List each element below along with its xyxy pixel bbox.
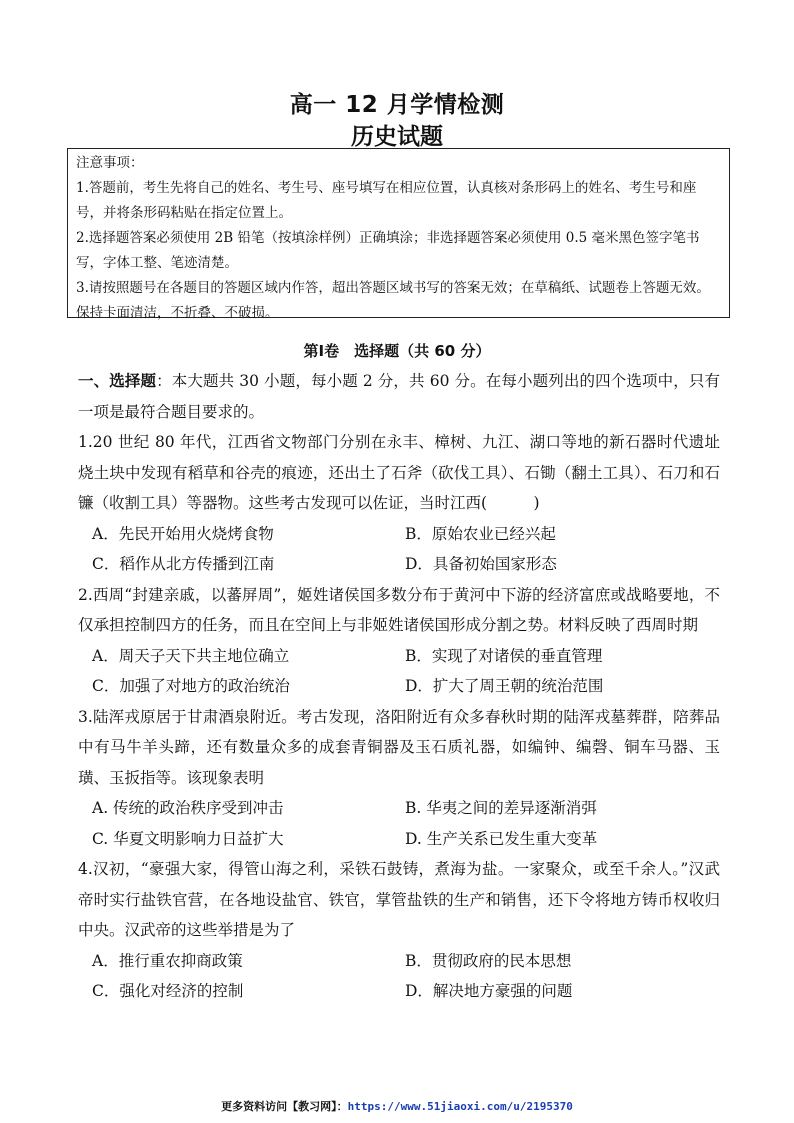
notice-item-3: 3.请按照题号在各题目的答题区域内作答，超出答题区域书写的答案无效；在草稿纸、试题卷上答题无效。保持卡面清洁，不折叠、不破损。 bbox=[76, 280, 710, 321]
question-4-options-row-2 bbox=[78, 976, 720, 1007]
exam-title: 高一 12 月学情检测 bbox=[289, 92, 505, 118]
question-1-option-c[interactable]: C．稻作从北方传播到江南 bbox=[92, 555, 275, 573]
question-4-option-d[interactable]: D．解决地方豪强的问题 bbox=[405, 982, 573, 1000]
page-footer bbox=[0, 1098, 794, 1114]
question-2-option-c[interactable]: C．加强了对地方的政治统治 bbox=[92, 677, 290, 695]
question-1-option-d[interactable]: D．具备初始国家形态 bbox=[405, 555, 557, 573]
question-1-options-row-1 bbox=[78, 519, 720, 550]
section-intro bbox=[78, 366, 720, 427]
question-1-option-b[interactable]: B．原始农业已经兴起 bbox=[405, 524, 556, 543]
question-3-stem: 3.陆浑戎原居于甘肃酒泉附近。考古发现，洛阳附近有众多春秋时期的陆浑戎墓葬群，陪葬品中有马牛羊头蹄，还有数量众多的成套青铜器及玉石质礼器，如编钟、编磬、铜车马器、玉璜、玉扳指等。该现象表明 bbox=[78, 707, 720, 787]
question-2-option-a[interactable]: A．周天子天下共主地位确立 bbox=[92, 646, 290, 665]
question-2-option-b[interactable]: B．实现了对诸侯的垂直管理 bbox=[405, 646, 603, 665]
question-4-option-b[interactable]: B．贯彻政府的民本思想 bbox=[405, 951, 572, 970]
notice-box bbox=[67, 148, 730, 321]
question-area bbox=[78, 366, 720, 1007]
footer-link[interactable]: https://www.51jiaoxi.com/u/2195370 bbox=[347, 1100, 573, 1113]
question-3-options-row-2 bbox=[78, 824, 720, 855]
question-2-options-row-1 bbox=[78, 641, 720, 672]
question-3-options-row-1 bbox=[78, 793, 720, 824]
question-1-options-row-2 bbox=[78, 549, 720, 580]
question-1-option-a[interactable]: A．先民开始用火烧烤食物 bbox=[92, 524, 274, 543]
question-3-option-d[interactable]: D. 生产关系已发生重大变革 bbox=[405, 829, 598, 848]
notice-item-1: 1.答题前，考生先将自己的姓名、考生号、座号填写在相应位置，认真核对条形码上的姓名、考生号和座号，并将条形码粘贴在指定位置上。 bbox=[76, 180, 697, 221]
question-4-option-a[interactable]: A．推行重农抑商政策 bbox=[92, 951, 243, 970]
section-intro-text: ：本大题共 30 小题，每小题 2 分，共 60 分。在每小题列出的四个选项中，只有一项是最符合题目要求的。 bbox=[78, 372, 720, 421]
section-heading: 第Ⅰ卷 选择题（共 60 分） bbox=[303, 342, 491, 360]
question-1-stem: 1.20 世纪 80 年代，江西省文物部门分别在永丰、樟树、九江、湖口等地的新石器时代遗址烧土块中发现有稻草和谷壳的痕迹，还出土了石斧（砍伐工具）、石锄（翻土工具）、石刀和石镰（收割工具）等器物。这些考古发现可以佐证，当时江西( ) bbox=[78, 433, 720, 512]
question-3-option-a[interactable]: A. 传统的政治秩序受到冲击 bbox=[92, 799, 284, 817]
question-4-options-row-1 bbox=[78, 946, 720, 977]
question-2-option-d[interactable]: D．扩大了周王朝的统治范围 bbox=[405, 677, 604, 695]
footer-prefix: 更多资料访问【教习网】： bbox=[221, 1100, 348, 1113]
question-4-option-c[interactable]: C．强化对经济的控制 bbox=[92, 982, 244, 1000]
section-intro-label: 一、选择题 bbox=[78, 372, 157, 390]
exam-subject: 历史试题 bbox=[351, 124, 443, 150]
question-2-stem: 2.西周“封建亲戚，以蕃屏周”，姬姓诸侯国多数分布于黄河中下游的经济富庶或战略要地，不仅承担控制四方的任务，而且在空间上与非姬姓诸侯国形成分割之势。材料反映了西周时期 bbox=[78, 585, 720, 634]
question-3-option-c[interactable]: C. 华夏文明影响力日益扩大 bbox=[92, 829, 284, 848]
notice-label: 注意事项： bbox=[76, 155, 144, 171]
notice-item-2: 2.选择题答案必须使用 2B 铅笔（按填涂样例）正确填涂；非选择题答案必须使用 0.5 毫米黑色签字笔书写，字体工整、笔迹清楚。 bbox=[76, 230, 700, 271]
question-3-option-b[interactable]: B. 华夷之间的差异逐渐消弭 bbox=[405, 799, 597, 817]
question-2-options-row-2 bbox=[78, 671, 720, 702]
question-4-stem: 4.汉初，“豪强大家，得管山海之利，采铁石鼓铸，煮海为盐。一家聚众，或至千余人。”汉武帝时实行盐铁官营，在各地设盐官、铁官，掌管盐铁的生产和销售，还下令将地方铸币权收归中央。汉武帝的这些举措是为了 bbox=[78, 860, 720, 939]
